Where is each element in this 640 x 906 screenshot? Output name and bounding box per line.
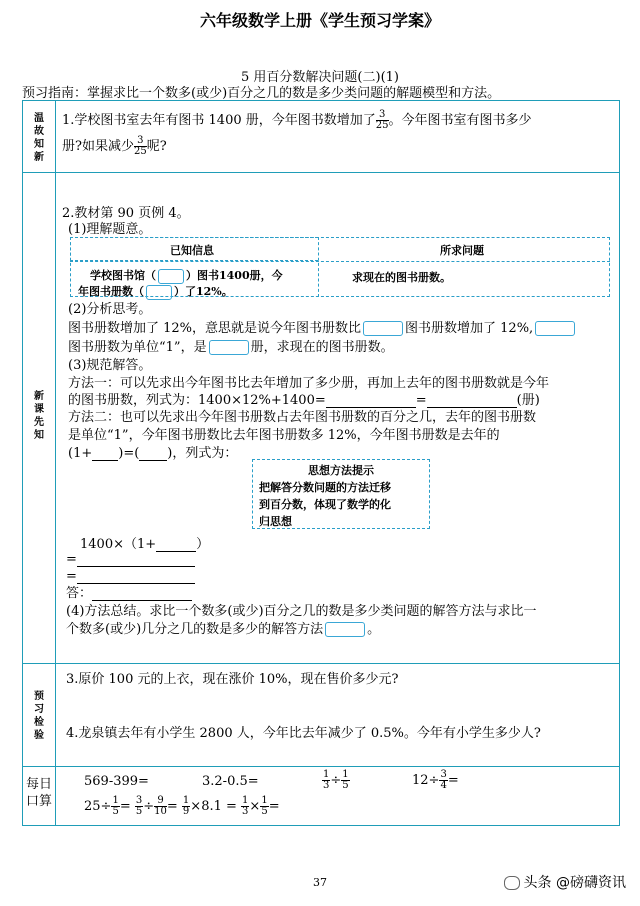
analysis-line2: 图书册数为单位“1”，是 册，求现在的图书册数。 <box>68 340 394 355</box>
method1-line2: 的图书册数，列式为：1400×12%+1400= = (册) <box>68 393 540 408</box>
answer-line[interactable] <box>139 460 167 461</box>
section-label-check: 预 习 检 验 <box>34 691 44 741</box>
row-divider <box>22 172 620 173</box>
fraction: $\frac{3}{4}$ <box>440 769 447 791</box>
equals-line: = <box>66 552 195 567</box>
daily-calc-row2: 25÷ $\frac{1}{5}$ = $\frac{3}{5}$ ÷ $\frac{9}{10}$ = $\frac{1}{9}$ ×8.1 = $\frac{1}{3}$ × $\frac{1}{5}$ = <box>84 795 280 817</box>
equals-line: = <box>66 569 195 584</box>
fraction: $\frac{1}{5}$ <box>112 795 119 817</box>
step-analyze: (2)分析思考。 <box>68 302 152 317</box>
preview-guide: 预习指南：掌握求比一个数多(或少)百分之几的数是多少类问题的解题模型和方法。 <box>22 86 501 101</box>
fraction: $\frac{9}{10}$ <box>154 795 167 817</box>
formula-line: 1400×（1+ ） <box>80 537 210 552</box>
answer-line: 答： <box>66 586 192 601</box>
answer-line[interactable] <box>427 407 517 408</box>
summary-line1: (4)方法总结。求比一个数多(或少)百分之几的数是多少类问题的解答方法与求比一 <box>66 604 537 619</box>
textbook-reference: 2.教材第 90 页例 4。 <box>62 206 190 221</box>
section-label-new-lesson: 新 课 先 知 <box>34 391 44 441</box>
summary-line2: 个数多(或少)几分之几的数是多少的解答方法 。 <box>66 622 381 637</box>
watermark: 头条 @磅礴资讯 <box>504 872 626 892</box>
section-label-daily: 每日 口算 <box>25 777 52 809</box>
method1-line1: 方法一：可以先求出今年图书比去年增加了多少册，再加上去年的图书册数就是今年 <box>68 376 550 391</box>
answer-blank[interactable] <box>325 622 365 637</box>
daily-calc-3: $\frac{1}{3}$ ÷ $\frac{1}{5}$ <box>323 769 349 791</box>
page-title: 六年级数学上册《学生预习学案》 <box>199 11 440 30</box>
fraction: $\frac{3}{25}$ <box>375 109 389 131</box>
section-label-review: 温 故 知 新 <box>34 113 44 163</box>
fraction: $\frac{3}{25}$ <box>133 135 147 157</box>
answer-line[interactable] <box>77 566 195 567</box>
answer-blank[interactable] <box>158 269 184 284</box>
step-solve: (3)规范解答。 <box>68 358 152 373</box>
method2-line2: 是单位“1”，今年图书册数比去年图书册数多 12%，今年图书册数是去年的 <box>68 428 500 443</box>
daily-calc-4: 12÷ $\frac{3}{4}$ = <box>412 769 459 791</box>
row-divider <box>22 766 620 767</box>
step-understand: (1)理解题意。 <box>68 222 152 237</box>
page-number: 37 <box>313 876 327 889</box>
answer-blank[interactable] <box>363 321 403 336</box>
question-header: 所求问题 <box>440 244 484 257</box>
answer-line[interactable] <box>92 600 192 601</box>
review-question-line2: 册?如果减少 $\frac{3}{25}$ 呢? <box>62 135 167 157</box>
tip-line: 归思想 <box>259 515 292 528</box>
wechat-icon <box>504 876 520 890</box>
answer-blank[interactable] <box>209 340 249 355</box>
daily-calc-2: 3.2-0.5= <box>202 774 259 789</box>
fraction: $\frac{3}{5}$ <box>135 795 143 817</box>
label-column-divider <box>55 100 56 826</box>
tip-line: 把解答分数问题的方法迁移 <box>259 481 391 494</box>
answer-line[interactable] <box>92 460 118 461</box>
analysis-line1: 图书册数增加了 12%，意思就是说今年图书册数比 图书册数增加了 12%, <box>68 321 577 336</box>
daily-calc-1: 569-399= <box>84 774 149 789</box>
thinking-tip-box <box>252 459 430 529</box>
review-question-line1: 1.学校图书室去年有图书 1400 册，今年图书数增加了 $\frac{3}{25}$ 。今年图书室有图书多少 <box>62 109 532 131</box>
fraction: $\frac{1}{3}$ <box>242 795 249 817</box>
method2-line3: (1+ )=( )，列式为： <box>68 446 238 461</box>
tip-line: 到百分数，体现了数学的化 <box>259 498 391 511</box>
known-info-line2: 年图书册数（ ）了12%。 <box>78 285 233 298</box>
check-question-4: 4.龙泉镇去年有小学生 2800 人，今年比去年减少了 0.5%。今年有小学生多少人? <box>66 726 541 741</box>
info-table-divider <box>318 237 319 297</box>
tip-title: 思想方法提示 <box>308 464 374 477</box>
answer-line[interactable] <box>77 583 195 584</box>
lesson-title: 5 用百分数解决问题(二)(1) <box>241 70 399 85</box>
row-divider <box>22 663 620 664</box>
question-text: 求现在的图书册数。 <box>352 271 451 284</box>
answer-blank[interactable] <box>146 285 172 300</box>
fraction: $\frac{1}{3}$ <box>323 769 330 791</box>
fraction: $\frac{1}{5}$ <box>261 795 268 817</box>
check-question-3: 3.原价 100 元的上衣，现在涨价 10%，现在售价多少元? <box>66 672 399 687</box>
method2-line1: 方法二：也可以先求出今年图书册数占去年图书册数的百分之几，去年的图书册数 <box>68 410 537 425</box>
fraction: $\frac{1}{9}$ <box>182 795 190 817</box>
known-info-line1: 学校图书馆（ ）图书1400册，今 <box>90 269 283 282</box>
info-table-divider <box>70 261 610 262</box>
answer-line[interactable] <box>326 407 416 408</box>
fraction: $\frac{1}{5}$ <box>342 769 349 791</box>
answer-blank[interactable] <box>535 321 575 336</box>
known-info-header: 已知信息 <box>170 244 214 257</box>
